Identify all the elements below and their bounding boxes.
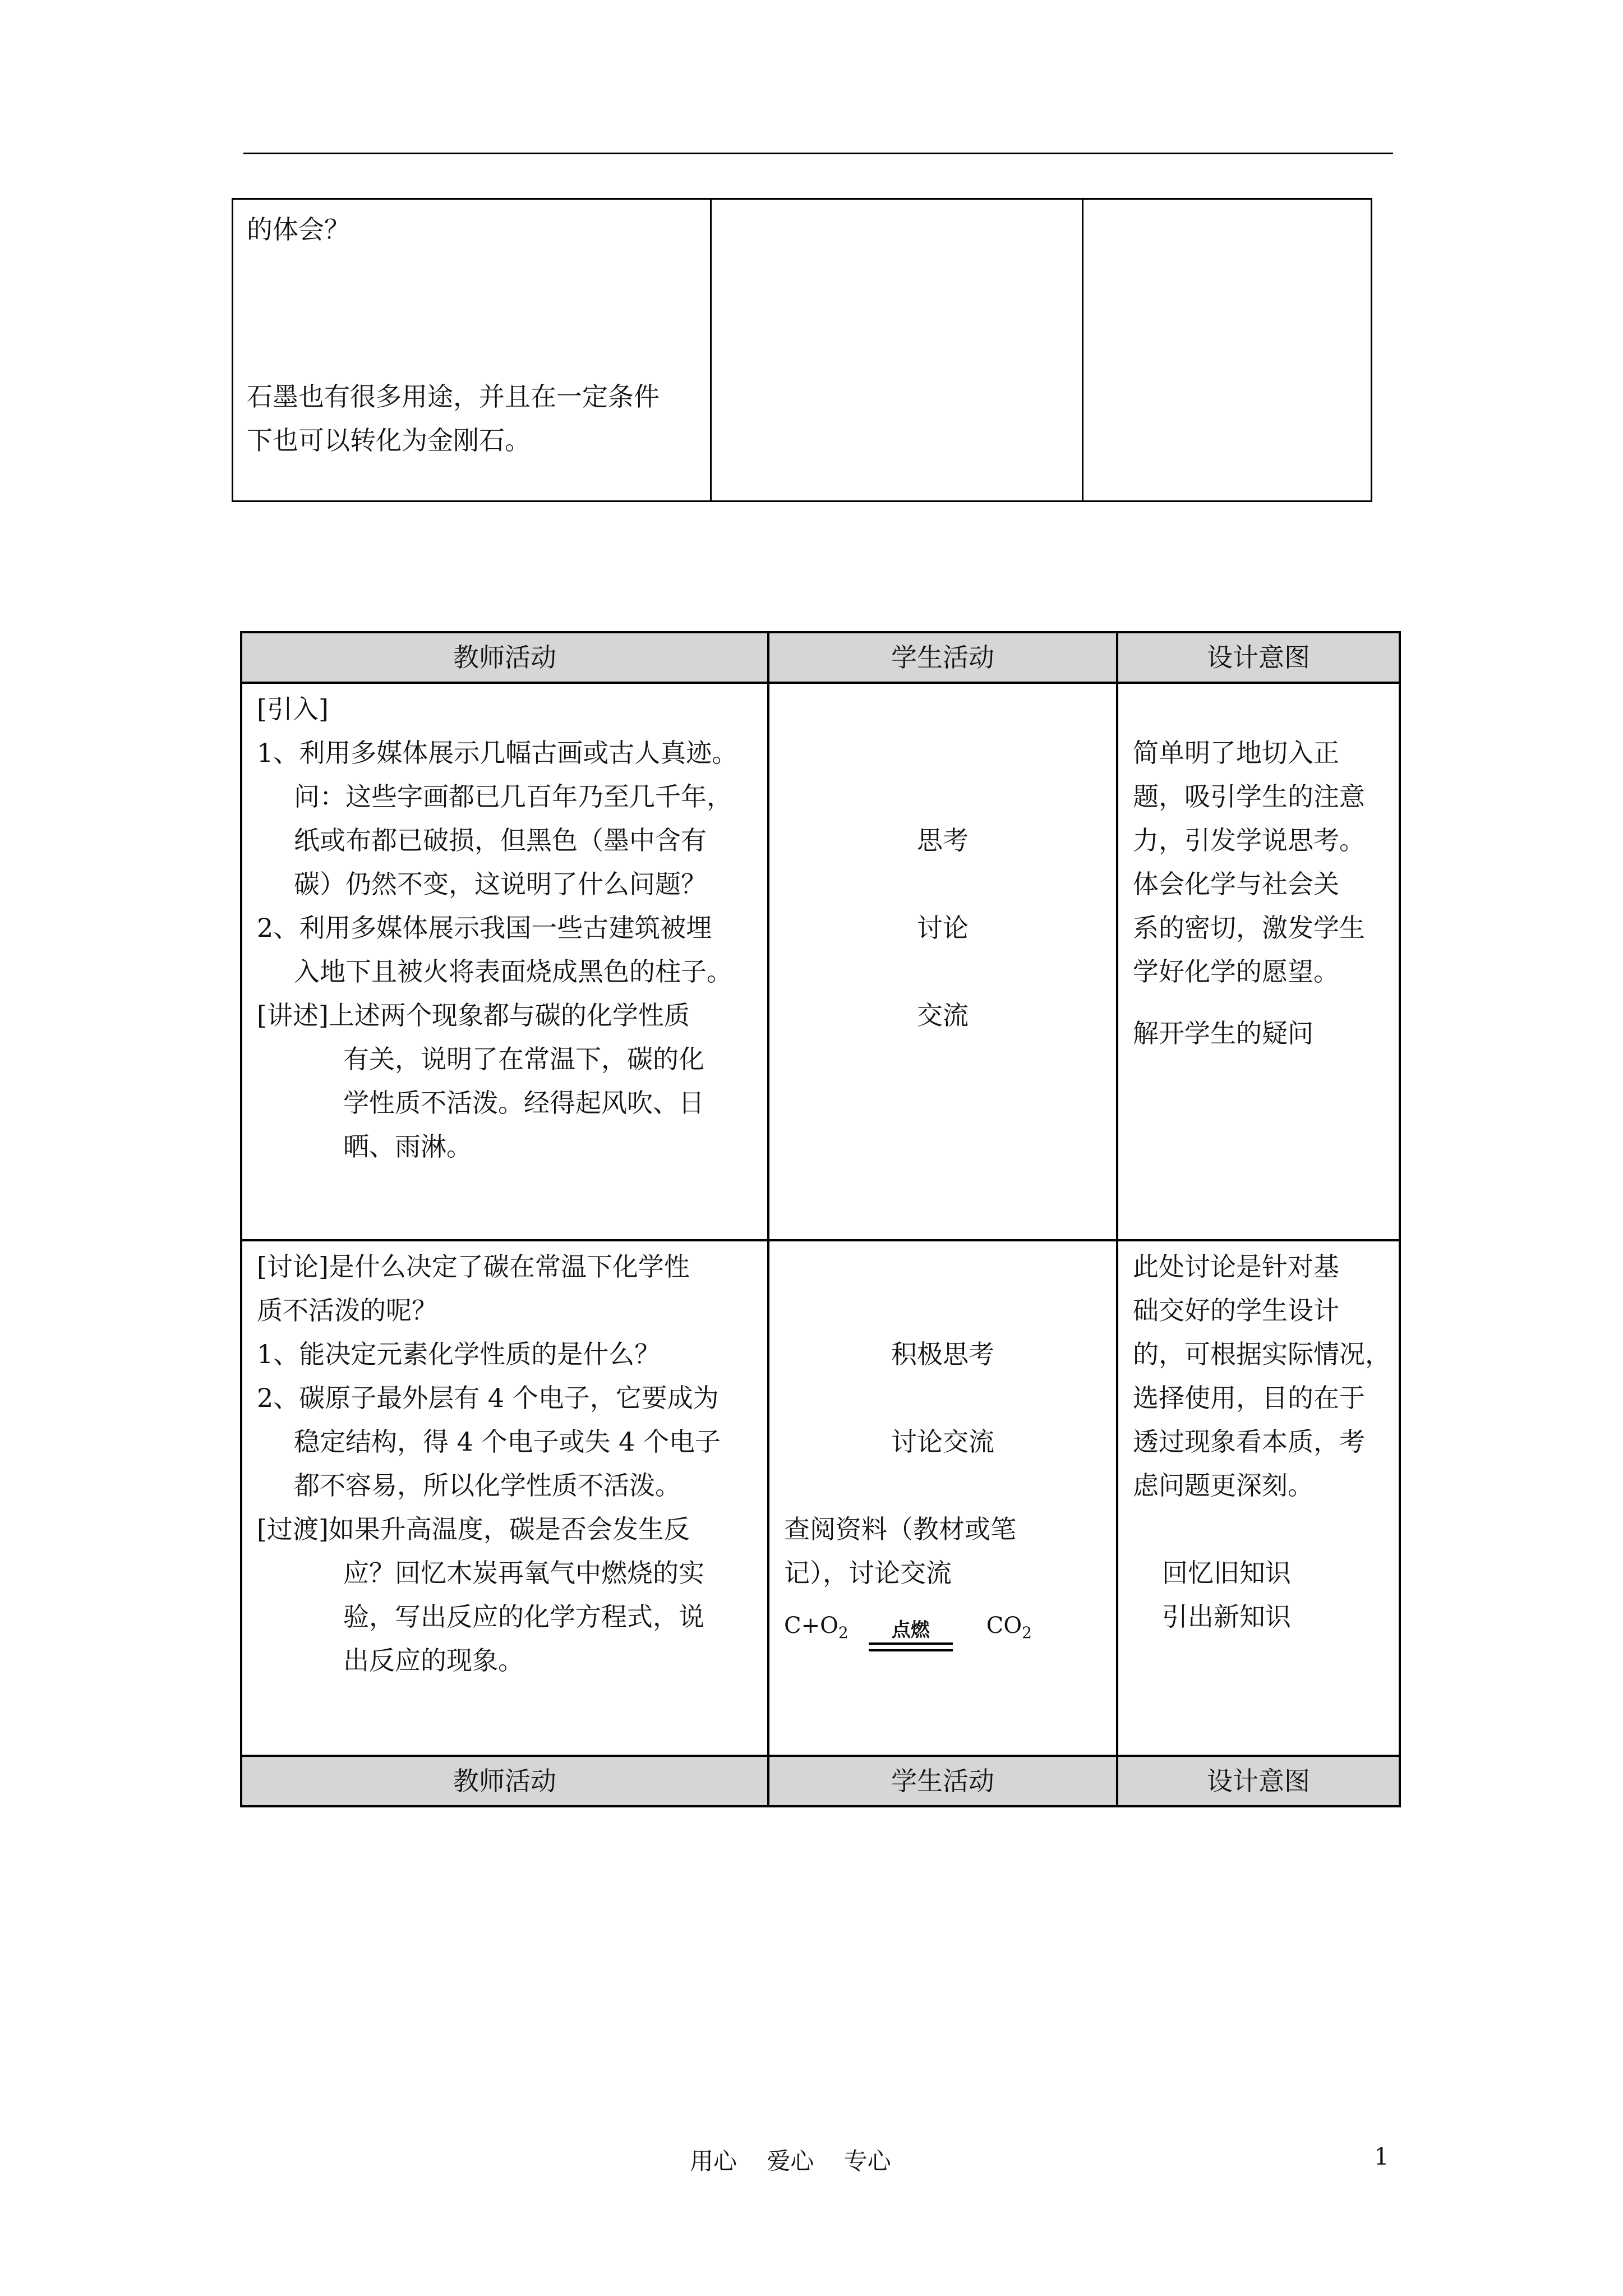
header-student: 学生活动	[768, 632, 1117, 683]
text-line: 思考	[917, 825, 969, 855]
table-row	[241, 683, 1400, 1240]
text-line: 此处讨论是针对基	[1133, 1251, 1339, 1282]
text-line: 记），讨论交流	[784, 1558, 952, 1588]
teacher-activity-cell	[241, 1240, 768, 1756]
text-line: 学性质不活泼。经得起风吹、日	[343, 1088, 704, 1118]
text-line: 碳）仍然不变，这说明了什么问题？	[294, 869, 707, 899]
text-line: 础交好的学生设计	[1133, 1295, 1339, 1326]
text-line: 解开学生的疑问	[1133, 1018, 1313, 1048]
text-line: 1、能决定元素化学性质的是什么？	[257, 1339, 661, 1369]
text-line: 透过现象看本质，考	[1133, 1427, 1365, 1457]
text-line: 问：这些字画都已几百年乃至几千年，	[294, 781, 732, 812]
chemical-equation	[784, 1604, 1116, 1655]
text-line: 的体会？	[247, 214, 350, 245]
text-line: 质不活泼的呢？	[257, 1295, 437, 1326]
text-line: 讨论	[917, 913, 969, 943]
text-line: 查阅资料（教材或笔	[784, 1514, 1016, 1544]
text-line: 出反应的现象。	[343, 1645, 524, 1676]
text-line: 纸或布都已破损，但黑色（墨中含有	[294, 825, 707, 855]
text-line: 力，引发学说思考。	[1133, 825, 1365, 855]
student-activity-cell	[768, 1240, 1117, 1756]
text-line: 的，可根据实际情况，	[1133, 1339, 1391, 1369]
text-line: 虑问题更深刻。	[1133, 1470, 1313, 1501]
text-line: 晒、雨淋。	[343, 1131, 472, 1162]
table-header-row	[241, 632, 1400, 683]
text-line: 交流	[917, 1000, 969, 1030]
continuation-cell-teacher	[233, 199, 711, 501]
text-line: 2、碳原子最外层有 4 个电子，它要成为	[257, 1383, 719, 1413]
equation-reactants: $C+O_2$	[784, 1613, 849, 1642]
text-line: 稳定结构，得 4 个电子或失 4 个电子	[294, 1427, 721, 1457]
teacher-activity-cell	[241, 683, 768, 1240]
text-line: 应？回忆木炭再氧气中燃烧的实	[343, 1558, 704, 1588]
text-line: 讨论交流	[891, 1427, 994, 1457]
text-line: 简单明了地切入正	[1133, 738, 1339, 768]
text-line: 题，吸引学生的注意	[1133, 781, 1365, 812]
header-teacher: 教师活动	[241, 632, 768, 683]
design-intent-cell	[1117, 1240, 1400, 1756]
text-line: 2、利用多媒体展示我国一些古建筑被埋	[257, 913, 712, 943]
text-line: 系的密切，激发学生	[1133, 913, 1365, 943]
continuation-cell-intent	[1083, 199, 1372, 501]
student-activity-cell	[768, 683, 1117, 1240]
continuation-table	[232, 198, 1372, 502]
lesson-table	[240, 631, 1401, 1807]
text-line: 下也可以转化为金刚石。	[247, 425, 531, 455]
design-intent-cell	[1117, 683, 1400, 1240]
header-rule	[243, 153, 1393, 154]
footer-motto: 用心 爱心 专心	[690, 2147, 891, 2175]
reaction-condition: 点燃	[891, 1619, 930, 1641]
table-row	[241, 1240, 1400, 1756]
page-number: 1	[1374, 2143, 1389, 2170]
text-line: 选择使用，目的在于	[1133, 1383, 1365, 1413]
text-line: [讲述]上述两个现象都与碳的化学性质	[257, 1000, 690, 1030]
equals-sign-icon	[869, 1620, 953, 1651]
text-line: 都不容易，所以化学性质不活泼。	[294, 1470, 681, 1501]
text-line: 石墨也有很多用途，并且在一定条件	[247, 381, 660, 412]
text-line: 积极思考	[891, 1339, 994, 1369]
table-footer-header-row	[241, 1756, 1400, 1806]
equation-product: $CO_2$	[986, 1613, 1032, 1642]
header-intent: 设计意图	[1117, 632, 1400, 683]
continuation-cell-student	[711, 199, 1083, 501]
header-teacher: 教师活动	[241, 1756, 768, 1806]
text-line: [过渡]如果升高温度，碳是否会发生反	[257, 1514, 690, 1544]
text-line: 引出新知识	[1162, 1602, 1291, 1632]
text-line: 学好化学的愿望。	[1133, 956, 1339, 987]
text-line: 体会化学与社会关	[1133, 869, 1339, 899]
header-student: 学生活动	[768, 1756, 1117, 1806]
text-line: 验，写出反应的化学方程式，说	[343, 1602, 704, 1632]
text-line: 入地下且被火将表面烧成黑色的柱子。	[294, 956, 732, 987]
text-line: 回忆旧知识	[1162, 1558, 1291, 1588]
text-line: 有关，说明了在常温下，碳的化	[343, 1044, 704, 1074]
text-line: 1、利用多媒体展示几幅古画或古人真迹。	[257, 738, 738, 768]
text-line: [引入]	[257, 694, 329, 724]
header-intent: 设计意图	[1117, 1756, 1400, 1806]
text-line: [讨论]是什么决定了碳在常温下化学性	[257, 1251, 690, 1282]
